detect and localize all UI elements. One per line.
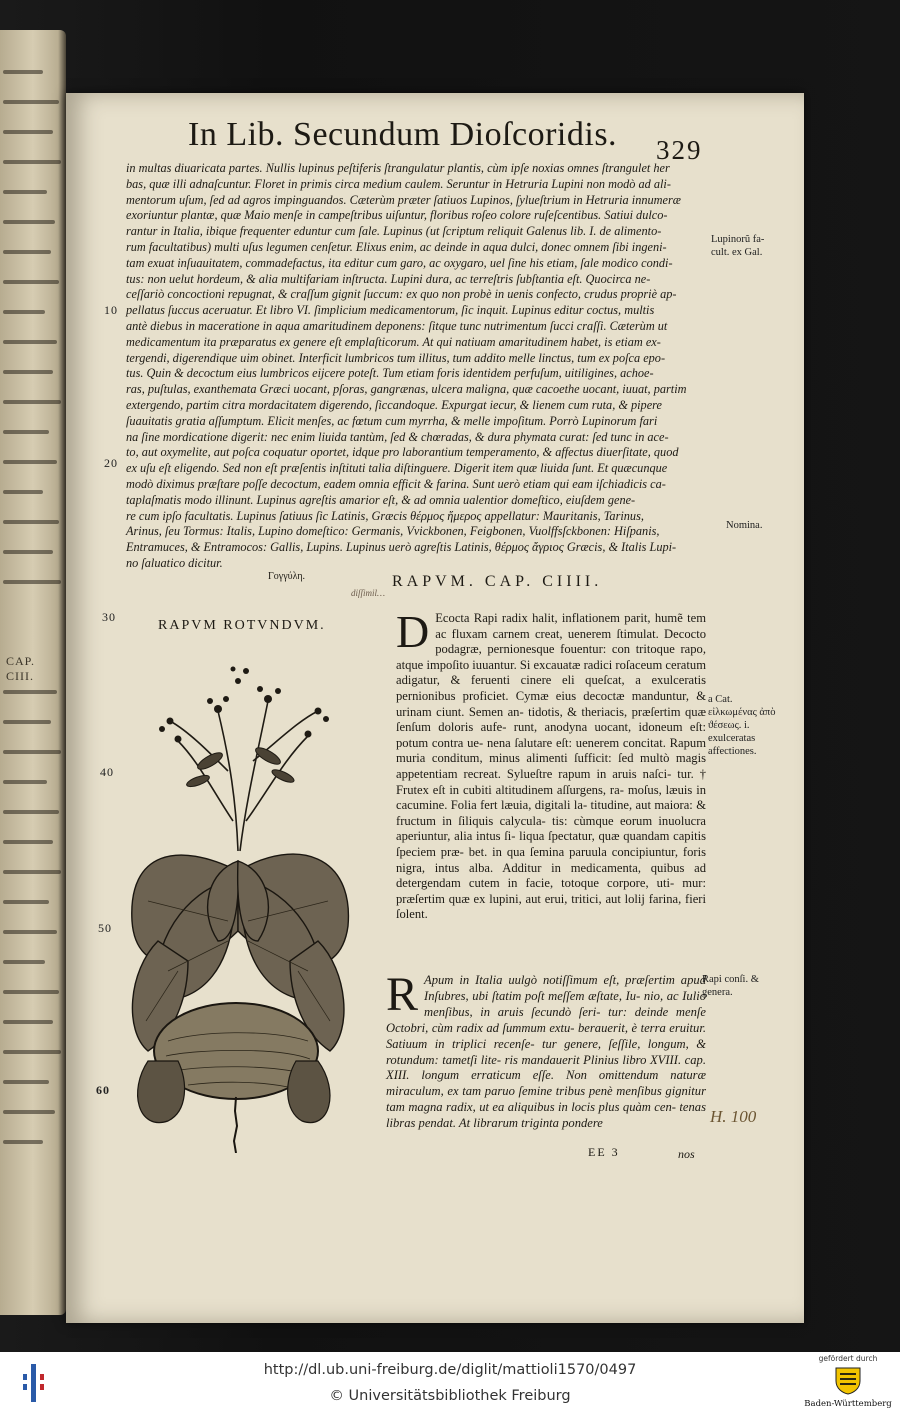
margin-note-lupini: Lupinorũ fa- cult. ex Gal. — [711, 234, 765, 258]
text-fragment — [3, 690, 57, 694]
text-fragment — [3, 220, 55, 224]
body-line: rum facultatibus) multi uſus legumen cenſetur. Elixus enim, ac deinde in aqua dulci, donec omnem ſibi ingeni- — [126, 239, 667, 254]
pencil-annotation: H. 100 — [710, 1107, 757, 1126]
line-number: 40 — [100, 765, 114, 779]
text-fragment — [3, 100, 59, 104]
text-fragment — [3, 960, 45, 964]
text-fragment — [3, 930, 57, 934]
text-fragment — [3, 520, 59, 524]
body-line: no ſaluatico dicitur. — [126, 555, 223, 570]
body-line: to, aut oxymelite, aut poſca coquatur oportet, idque pro laborantium temperamento, & affectus diuerſitate, quod — [126, 445, 679, 460]
text-fragment — [3, 70, 43, 74]
text-fragment — [3, 340, 57, 344]
body-line: exoriuntur plantæ, quæ Maio menſe in campeſtribus uiſuntur, floribus roſeo colore ruſeſcentibus. Satiui dulco- — [126, 208, 668, 223]
manuscript-note: diſſimil… — [351, 588, 386, 598]
body-line: extergendo, partim citra mordacitatem digerendo, ſiccandoque. Expurgat iecur, & lienem cum ruta, & pipere — [126, 397, 662, 412]
body-line: pellatus ſuccus aceruatur. Et libro VI. ſimplicium medicamentorum, ſic inquit. Lupinus editur coctus, multis — [126, 303, 655, 318]
book-page — [66, 93, 804, 1323]
text-fragment — [3, 550, 53, 554]
text-fragment — [3, 1050, 61, 1054]
rapum-text-body: Ecocta Rapi radix halit, inflationem parit, humẽ tem ac fluxam carnem creat, uenerem ſtimulat. Decocto podagræ, pernionesque fouentur: con tritoque rapo, atque impoſito iuuantur. Si excauatæ radici roſaceum ceratum adigatur, & feruenti cinere eli queſcat, a exulceratis pernionibus proficiet. Cymæ eius decoctæ manduntur, & urinam ciunt. Semen an- tidotis, & theriacis, præſertim quæ ſenſum doloris aufe- runt, anodyna uocant, idoneum eſt: potum contra ue- nena ſalutare eſt: uenerem concitat. Rapum muria conditum, minus alimenti ſufficit: ſed multò magis appetentiam recreat. Sylueſtre rapum in aruis naſci- tur. † Frutex eſt in cubiti altitudinem aſſurgens, ra- moſus, læuis in cacumine. Folia fert læuia, digitali la- titudine, aut maiora: & fructum in ſiliquis calycula- tis: cùmque eorum inuolucra aperiuntur, alia intus ſi- liqua ſpectatur, quæ quandam capitis ſpeciem præ- bet. in qua ſemina paruula concipiuntur, foris nigra, intus alba. Additur in medicamenta, quibus ad detergendam cutem in facie, totoque corpore, uti- mur: præſertim quæ ex lupini, aut erui, tritici, aut lolij farina, fieri ſolent. — [396, 611, 706, 922]
line-number: 20 — [104, 456, 118, 470]
body-line: in multas diuaricata partes. Nullis lupinus peſtiferis ſtrangulatur plantis, cùm ipſe noxias omnes ſtrangulet her — [126, 161, 670, 175]
viewer-footer — [0, 1352, 900, 1414]
running-head: In Lib. Secundum Dioſcoridis. — [188, 116, 618, 153]
rapum-dioscorides-text — [396, 606, 706, 923]
text-fragment — [3, 400, 61, 404]
body-line: re cum ipſo facultatis. Lupinus ſatiuus ſic Latinis, Græcis θέρμος ἥμερος appellatur: Mauritanis, Tarinus, — [126, 508, 644, 523]
body-line: modò diximus præſtare poſſe decoctum, eadem omnia efficit & farina. Sunt uerò etiam qui eam iſchiadicis ca- — [126, 476, 666, 491]
text-fragment — [3, 310, 45, 314]
text-fragment — [3, 130, 53, 134]
page-number: 329 — [656, 135, 703, 165]
text-fragment — [3, 430, 49, 434]
drop-cap: R — [386, 968, 419, 1021]
drop-cap: D — [396, 606, 430, 657]
text-fragment — [3, 580, 61, 584]
text-fragment — [3, 780, 47, 784]
line-number: 10 — [104, 303, 118, 317]
text-fragment — [3, 750, 61, 754]
text-fragment — [3, 160, 61, 164]
sponsor-label: gefördert durch — [818, 1354, 878, 1363]
margin-note-exulceratas: a Cat. εἰλκωμένας ἀπὸ ϑέσεως. i. exulceratas affectiones. — [708, 694, 776, 757]
text-fragment — [3, 840, 53, 844]
greek-name: Γογγύλη. — [268, 571, 306, 582]
text-fragment — [3, 1140, 43, 1144]
prev-chapter-label: CAP. CIII. — [6, 654, 36, 683]
body-line: bas, quæ illi adnaſcuntur. Floret in primis circa medium caulem. Seruntur in Hetruria Lupini non modò ad ali- — [126, 176, 671, 191]
text-fragment — [3, 370, 53, 374]
text-fragment — [3, 720, 51, 724]
chapter-title: RAPVM. CAP. CIIII. — [392, 573, 603, 590]
lupinus-commentary — [126, 161, 710, 572]
body-line: rantur in Italia, ibique frequenter eduntur cum ſale. Lupinus (ut ſcriptum reliquit Galenus lib. I. de alimento- — [126, 224, 662, 239]
body-line: antè diebus in maceratione in aqua amaritudinem deponens: ſitque tunc nutrimentum ſucci craſſi. Cæterùm ut — [126, 318, 668, 333]
body-line: ex uſu eſt eligendo. Sed non eſt præſentis inſtituti talia diſtinguere. Digerit item quæ liuida ſunt. Et quæcunque — [126, 461, 668, 476]
text-fragment — [3, 990, 59, 994]
body-line: tam exuat inſuauitatem, commadefactus, ita editur cum garo, ac oxygaro, uel ſine his etiam, ſale modico condi- — [126, 255, 673, 270]
text-fragment — [3, 280, 59, 284]
body-line: mentorum uſum, ſed ad agros impinguandos. Cæterùm præter ſatiuos Lupinos, ſylueſtrium in Hetruria innumeræ — [126, 192, 681, 207]
line-number: 50 — [98, 921, 112, 935]
text-fragment — [3, 870, 61, 874]
rapum-commentary — [386, 968, 706, 1132]
copyright-notice: © Universitätsbibliothek Freiburg — [329, 1388, 571, 1404]
body-line: tus. Quin & decoctum eius lumbricos eijcere poteſt. Tum etiam foris identidem perfuſum, uitiligines, achoe- — [126, 366, 654, 381]
illustration-caption: RAPVM ROTVNDVM. — [158, 618, 326, 633]
text-fragment — [3, 1110, 55, 1114]
signature-mark: EE 3 — [588, 1145, 620, 1159]
body-line: tergendi, digerendique uim obinet. Interficit lumbricos tum illitus, tum addito melle linctus, tum ex poſca epo- — [126, 350, 666, 365]
text-fragment — [3, 190, 47, 194]
text-fragment — [3, 1080, 49, 1084]
text-fragment — [3, 900, 49, 904]
body-line: taplaſmatis modo illinunt. Lupinus agreſtis amarior eſt, & ad omnia ualentior domeſtico, eiuſdem gene- — [126, 492, 636, 507]
catchword: nos — [678, 1147, 695, 1161]
turnip-woodcut-illustration — [118, 641, 358, 1153]
margin-note-nomina: Nomina. — [726, 520, 763, 531]
body-line: na ſine mordicatione digerit: nec enim liuida tantùm, ſed & chœradas, & dura phymata curat: ſed tunc in ace- — [126, 429, 669, 444]
previous-page-edge — [0, 30, 66, 1315]
page-url-link[interactable]: http://dl.ub.uni-freiburg.de/diglit/mattioli1570/0497 — [263, 1362, 637, 1378]
body-line: Entramuces, & Entramocos: Gallis, Lupins. Lupinus uerò agreſtis Latinis, θέρμος ἄγριος Græcis, & Italis Lupi- — [126, 540, 677, 555]
body-line: medicamentum ita præparatus ex genere eſt emplaſticorum. At qui natiuam amaritudinem habet, is etiam ex- — [126, 334, 661, 349]
coat-of-arms-icon — [831, 1365, 865, 1395]
body-line: Arinus, ſeu Tormus: Italis, Lupino domeſtico: Germanis, Vvickbonen, Feigbonen, Vuolffsſckbonen: Hiſpanis, — [126, 524, 660, 539]
text-fragment — [3, 460, 57, 464]
body-line: ſuauitatis gratia aſſumptum. Elicit menſes, ac fœtum cum myrrha, & melle impoſitum. Porrò Lupinorum fari — [126, 413, 658, 428]
text-fragment — [3, 250, 51, 254]
body-line: ras, puſtulas, exanthemata Græci uocant, pſoras, gangrænas, ulcera maligna, quæ cacoethe uocant, iuuat, partim — [126, 382, 687, 397]
body-line: ceſſariò concoctioni repugnat, & craſſum gignit ſuccum: ex quo non probè in uenis confecto, crudus propriè ap- — [126, 287, 677, 302]
margin-note-rapi: Rapi conſi. & genera. — [702, 974, 759, 998]
line-number: 30 — [102, 610, 116, 624]
commentary-text-body: Apum in Italia uulgò notiſſimum eſt, præſertim apud Inſubres, ubi ſtatim poſt meſſem æſtate, Iu- nio, ac Iulio menſibus, in aruis ſecundò ſeri- tur: deinde menſe Octobri, cùm radix ad ſummum extu- berauerit, è terra eruitur. Satiuum in triplici recenſe- tur genere, ſeſſile, longum, & rotundum: tametſi lite- ris mandauerit Plinius libro XVIII. cap. XIII. longum erraticum eſſe. Non omittendum naturæ miraculum, ex tam paruo ſemine tribus penè menſibus gignitur tam magna radix, ut ea aliquibus in locis plus quàm cen- tenas libras pendat. At librarum triginta pondere — [386, 973, 706, 1131]
sponsor-block — [800, 1354, 896, 1412]
sponsor-name: Baden-Württemberg — [804, 1399, 892, 1409]
body-line: tus: non uelut hordeum, & alia multifariam inſtructa. Lupini dura, ac terreſtris ſubſtantia eſt. Quocirca ne- — [126, 271, 651, 286]
line-number: 60 — [96, 1083, 110, 1097]
text-fragment — [3, 810, 59, 814]
text-fragment — [3, 1020, 53, 1024]
text-fragment — [3, 490, 43, 494]
